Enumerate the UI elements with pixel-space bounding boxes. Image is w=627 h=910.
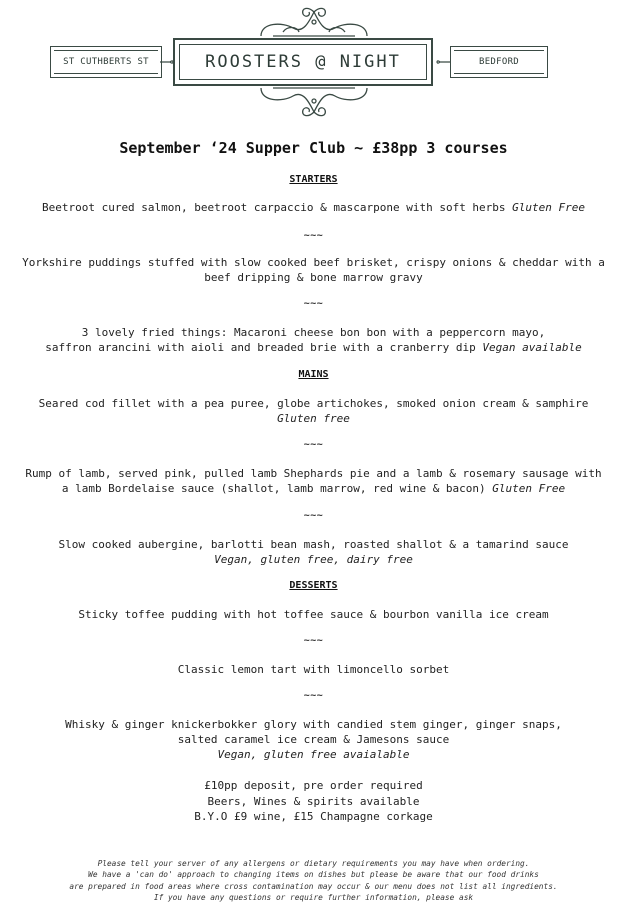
ornament-bottom-icon [253,86,375,120]
headline: September ‘24 Supper Club ~ £38pp 3 courses [119,139,508,157]
main-2-note: Gluten Free [492,482,566,495]
main-1 [0,396,627,426]
allergen-line-1: Please tell your server of any allergens or dietary requirements you may have when ordering. [97,859,530,868]
location-street: ST CUTHBERTS ST [63,57,149,67]
main-2 [0,466,627,496]
dessert-3-line2: salted caramel ice cream & Jamesons sauce [177,733,450,746]
starters-heading: STARTERS [289,174,338,185]
location-street-box [50,46,162,78]
allergen-line-4: If you have any questions or require further information, please ask [153,892,474,902]
main-3-desc: Slow cooked aubergine, barlotti bean mash, roasted shallot & a tamarind sauce [58,538,569,551]
main-2-line1: Rump of lamb, served pink, pulled lamb Shephards pie and a lamb & rosemary sausage with [25,467,602,480]
starter-3-line1: 3 lovely fried things: Macaroni cheese bon bon with a peppercorn mayo, [81,326,546,339]
restaurant-title-box [173,38,433,86]
separator: ~~~ [303,230,324,241]
location-town-box [450,46,548,78]
restaurant-title: ROOSTERS @ NIGHT [205,52,401,72]
main-1-note: Gluten free [277,412,350,425]
starter-1-desc: Beetroot cured salmon, beetroot carpaccio & mascarpone with soft herbs [41,201,513,214]
desserts-heading: DESSERTS [289,580,338,591]
byo-info: B.Y.O £9 wine, £15 Champagne corkage [194,810,433,823]
starter-2-line2: beef dripping & bone marrow gravy [204,271,423,284]
starter-1-note: Gluten Free [512,201,586,214]
dessert-3-note: Vegan, gluten free avaialable [217,748,410,761]
main-2-line2: a lamb Bordelaise sauce (shallot, lamb marrow, red wine & bacon) [61,482,493,495]
separator: ~~~ [303,635,324,646]
booking-info [0,778,627,825]
ornament-top-icon [253,2,375,38]
dessert-3 [0,717,627,762]
starter-3-note: Vegan available [482,341,582,354]
ornament-left-icon [160,54,176,70]
separator: ~~~ [303,510,324,521]
allergen-line-3: are prepared in food areas where cross contamination may occur & our menu does not list all ingredients. [69,881,558,891]
ornament-right-icon [432,54,450,70]
starter-3 [0,325,627,355]
main-1-desc: Seared cod fillet with a pea puree, globe artichokes, smoked onion cream & samphire [38,397,589,410]
drinks-info: Beers, Wines & spirits available [207,794,420,808]
deposit-info: £10pp deposit, pre order required [204,779,423,792]
main-3 [0,537,627,567]
separator: ~~~ [303,439,324,450]
mains-heading: MAINS [298,369,329,380]
starter-3-line2: saffron arancini with aioli and breaded brie with a cranberry dip [45,341,483,354]
allergen-line-2: We have a 'can do' approach to changing items on dishes but please be aware that our food drinks [88,870,539,880]
dessert-1 [0,607,627,622]
separator: ~~~ [303,690,324,701]
dessert-2 [0,662,627,677]
dessert-3-line1: Whisky & ginger knickerbokker glory with candied stem ginger, ginger snaps, [65,718,562,731]
starter-1 [0,200,627,215]
allergen-notice [0,858,627,903]
location-town: BEDFORD [478,57,520,67]
starter-2 [0,255,627,285]
separator: ~~~ [303,298,324,309]
dessert-1-desc: Sticky toffee pudding with hot toffee sauce & bourbon vanilla ice cream [78,608,549,621]
dessert-2-desc: Classic lemon tart with limoncello sorbet [177,663,450,676]
starter-2-line1: Yorkshire puddings stuffed with slow cooked beef brisket, crispy onions & cheddar with a [22,256,605,269]
main-3-note: Vegan, gluten free, dairy free [214,553,413,566]
